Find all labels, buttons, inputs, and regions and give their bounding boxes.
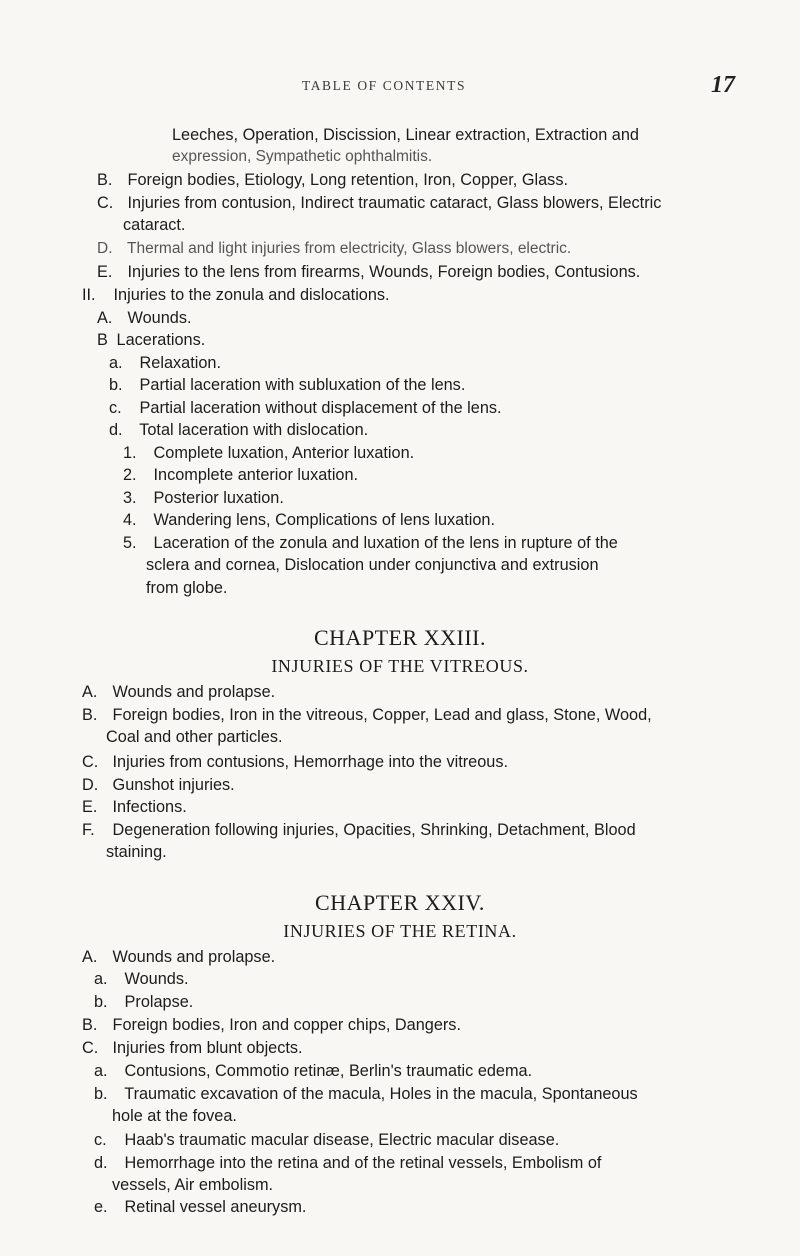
toc-text: Contusions, Commotio retinæ, Berlin's traumatic edema. [124,1062,533,1080]
toc-entry [123,465,358,485]
toc-label: A. [82,683,98,701]
toc-label: c. [94,1131,107,1149]
toc-label: A. [82,948,98,966]
toc-label: a. [94,970,108,988]
toc-text: Wounds. [127,309,192,327]
toc-label: d. [94,1154,108,1172]
chapter-subtitle: INJURIES OF THE VITREOUS. [271,656,529,676]
toc-label: c. [109,399,122,417]
toc-entry [94,969,189,989]
toc-entry [109,398,502,418]
toc-text: Prolapse. [124,993,194,1011]
toc-entry [82,682,275,702]
toc-label: a. [94,1062,108,1080]
toc-text: Degeneration following injuries, Opacities, Shrinking, Detachment, Blood [112,821,636,839]
toc-label: II. [82,286,96,304]
toc-text: Retinal vessel aneurysm. [124,1198,307,1216]
toc-text: Thermal and light injuries from electricity, Glass blowers, electric. [127,240,572,257]
toc-text: Wandering lens, Complications of lens luxation. [153,511,496,529]
toc-label: A. [97,309,113,327]
toc-entry [82,775,235,795]
toc-label: B. [82,1016,98,1034]
toc-entry [82,797,187,817]
toc-entry [82,285,390,305]
toc-label: d. [109,421,123,439]
toc-entry [82,820,636,840]
toc-text: Posterior luxation. [153,489,284,507]
toc-text: Injuries from contusion, Indirect traumatic cataract, Glass blowers, Electric [127,194,662,212]
toc-entry [97,239,571,259]
toc-text: Gunshot injuries. [112,776,235,794]
toc-entry [123,510,495,530]
toc-text: Infections. [112,798,187,816]
toc-entry [94,1061,532,1081]
toc-entry [94,1084,638,1104]
toc-text: Partial laceration with subluxation of the lens. [139,376,466,394]
toc-label: E. [82,798,98,816]
toc-entry [123,533,618,553]
toc-text: Complete luxation, Anterior luxation. [153,444,415,462]
toc-text: Wounds and prolapse. [112,683,276,701]
toc-text: Relaxation. [139,354,221,372]
toc-label: B. [82,706,98,724]
toc-text: Coal and other particles. [106,728,283,746]
running-title: TABLE OF CONTENTS [301,78,467,93]
toc-label: 2. [123,466,137,484]
chapter-title: CHAPTER XXIII. [314,625,486,650]
toc-entry [94,1153,601,1173]
toc-text: Lacerations. [116,331,206,349]
toc-text: Incomplete anterior luxation. [153,466,359,484]
toc-label: 3. [123,489,137,507]
toc-label: 1. [123,444,137,462]
toc-label: D. [82,776,99,794]
toc-text: Haab's traumatic macular disease, Electric macular disease. [124,1131,560,1149]
toc-entry-continuation: Leeches, Operation, Discission, Linear extraction, Extraction and [172,126,639,144]
toc-entry [82,705,652,725]
toc-text: Laceration of the zonula and luxation of the lens in rupture of the [153,534,618,552]
toc-label: a. [109,354,123,372]
toc-label: E. [97,263,113,281]
toc-entry [123,488,284,508]
toc-entry [97,262,640,282]
toc-label: B. [97,171,113,189]
toc-label: D. [97,240,113,257]
toc-text: staining. [106,843,167,861]
toc-text: Injuries to the zonula and dislocations. [113,286,390,304]
toc-label: b. [94,1085,108,1103]
toc-entry [97,330,205,350]
page-header [0,72,800,102]
toc-label: C. [82,1039,99,1057]
toc-entry [94,992,193,1012]
toc-text: vessels, Air embolism. [112,1176,274,1194]
toc-label: 4. [123,511,137,529]
toc-entry [97,170,568,190]
toc-text: Injuries to the lens from firearms, Wounds, Foreign bodies, Contusions. [127,263,641,281]
toc-text: Wounds. [124,970,189,988]
toc-text: Foreign bodies, Iron and copper chips, Dangers. [112,1016,461,1034]
toc-entry [123,443,414,463]
toc-entry [94,1197,306,1217]
toc-text: Injuries from blunt objects. [112,1039,303,1057]
toc-text: cataract. [123,216,186,234]
toc-entry [94,1130,559,1150]
toc-entry [97,193,661,213]
toc-text: Foreign bodies, Etiology, Long retention, Iron, Copper, Glass. [127,171,568,189]
toc-label: B [97,331,108,349]
toc-label: e. [94,1198,108,1216]
chapter-title: CHAPTER XXIV. [315,890,485,915]
toc-text: from globe. [146,579,228,597]
toc-label: b. [109,376,123,394]
toc-text: hole at the fovea. [112,1107,237,1125]
toc-entry [97,308,192,328]
toc-label: F. [82,821,95,839]
toc-label: b. [94,993,108,1011]
toc-entry [82,1038,303,1058]
toc-label: C. [82,753,99,771]
toc-text: Foreign bodies, Iron in the vitreous, Copper, Lead and glass, Stone, Wood, [112,706,652,724]
toc-text: Total laceration with dislocation. [139,421,369,439]
toc-entry [109,353,221,373]
toc-text: Partial laceration without displacement of the lens. [139,399,502,417]
toc-label: C. [97,194,114,212]
page-number: 17 [711,72,735,98]
toc-text: sclera and cornea, Dislocation under conjunctiva and extrusion [146,556,599,574]
toc-entry [109,420,368,440]
toc-text: Traumatic excavation of the macula, Holes in the macula, Spontaneous [124,1085,638,1103]
chapter-subtitle: INJURIES OF THE RETINA. [283,921,517,941]
toc-entry [82,1015,461,1035]
toc-entry-continuation: expression, Sympathetic ophthalmitis. [172,148,433,165]
toc-text: Hemorrhage into the retina and of the retinal vessels, Embolism of [124,1154,602,1172]
toc-entry [82,947,275,967]
toc-text: Injuries from contusions, Hemorrhage into the vitreous. [112,753,508,771]
toc-text: Wounds and prolapse. [112,948,276,966]
toc-entry [109,375,465,395]
toc-entry [82,752,508,772]
toc-label: 5. [123,534,137,552]
